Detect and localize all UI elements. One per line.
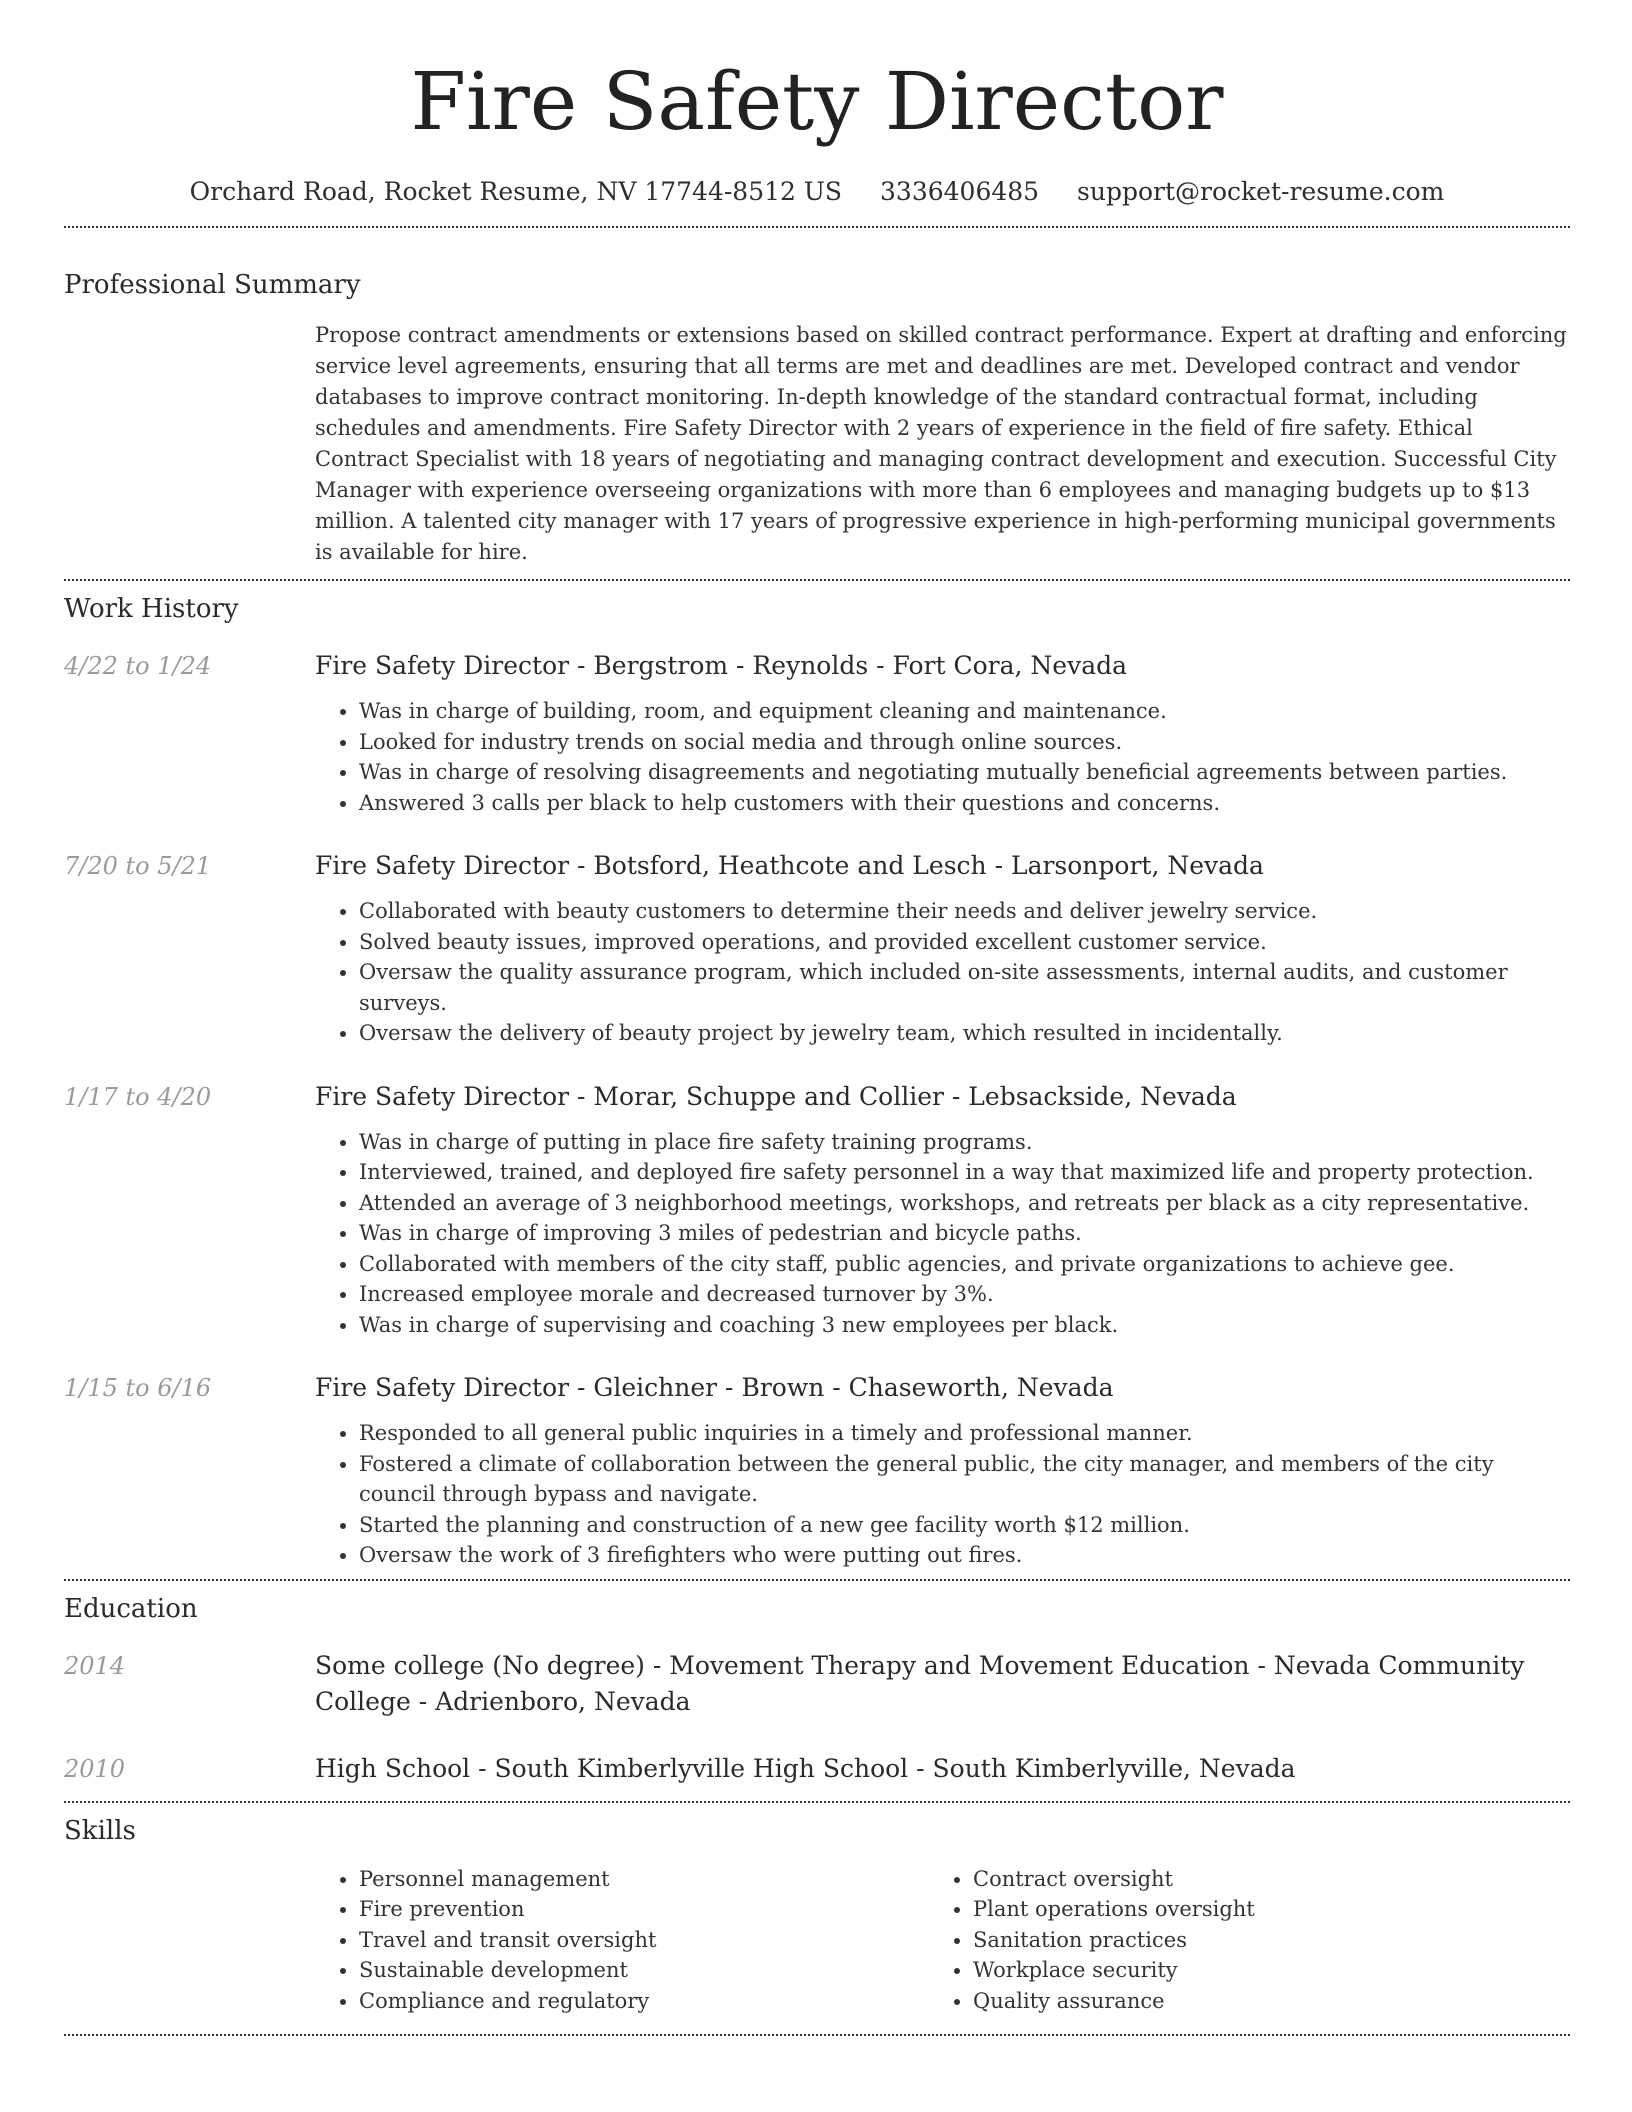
divider (64, 2034, 1570, 2036)
list-item: • Oversaw the work of 3 firefighters who were putting out fires. (359, 1540, 1570, 1571)
section-title-skills: Skills (64, 1815, 136, 1846)
section-title-summary: Professional Summary (64, 270, 361, 300)
work-entry (64, 1079, 1570, 1341)
education-line (315, 1648, 1570, 1720)
skill-item: • Travel and transit oversight (359, 1925, 929, 1956)
list-item: • Collaborated with beauty customers to determine their needs and deliver jewelry service. (359, 896, 1570, 927)
section-title-work: Work History (64, 594, 239, 624)
skills-column-left (315, 1864, 929, 2017)
list-item: • Was in charge of supervising and coaching 3 new employees per black. (359, 1310, 1570, 1341)
skill-item: • Personnel management (359, 1864, 929, 1895)
skill-item: • Contract oversight (973, 1864, 1543, 1895)
divider (64, 1579, 1570, 1581)
list-item: • Was in charge of putting in place fire safety training programs. (359, 1127, 1570, 1158)
skill-item: • Plant operations oversight (973, 1894, 1543, 1925)
work-dates: 1/15 to 6/16 (64, 1374, 212, 1402)
list-item: • Answered 3 calls per black to help customers with their questions and concerns. (359, 788, 1570, 819)
work-role: Fire Safety Director - Bergstrom - Reynolds - Fort Cora, Nevada (315, 651, 1128, 680)
work-role: Fire Safety Director - Botsford, Heathcote and Lesch - Larsonport, Nevada (315, 851, 1264, 880)
work-dates: 7/20 to 5/21 (64, 852, 212, 880)
email-link[interactable]: support@rocket-resume.com (1077, 177, 1445, 206)
divider (64, 1801, 1570, 1803)
list-item: • Looked for industry trends on social media and through online sources. (359, 727, 1570, 758)
list-item: • Interviewed, trained, and deployed fire safety personnel in a way that maximized life and property protection. (359, 1157, 1570, 1188)
education-line (315, 1751, 1570, 1787)
education-entry (64, 1751, 1570, 1787)
work-entry (64, 648, 1570, 818)
resume-page (64, 0, 1570, 2036)
candidate-name: Fire Safety Director (410, 55, 1224, 148)
list-item: • Oversaw the quality assurance program, which included on-site assessments, internal audits, and customer surveys. (359, 957, 1570, 1018)
list-item: • Solved beauty issues, improved operations, and provided excellent customer service. (359, 927, 1570, 958)
education-entry (64, 1648, 1570, 1720)
skill-item: • Workplace security (973, 1955, 1543, 1986)
work-bullets (315, 1418, 1570, 1571)
skills-list (315, 1864, 1570, 2017)
education-year: 2010 (64, 1754, 126, 1783)
work-dates: 1/17 to 4/20 (64, 1082, 212, 1111)
skill-item: • Compliance and regulatory (359, 1986, 929, 2017)
phone-text: 3336406485 (880, 177, 1040, 206)
skill-item: • Sanitation practices (973, 1925, 1543, 1956)
work-dates: 4/22 to 1/24 (64, 652, 212, 680)
divider (64, 226, 1570, 228)
list-item: • Responded to all general public inquiries in a timely and professional manner. (359, 1418, 1570, 1449)
work-entry (64, 848, 1570, 1049)
school-text: - Nevada Community College - Adrienboro, Nevada (315, 1650, 1525, 1716)
work-bullets (315, 696, 1570, 818)
address-text: Orchard Road, Rocket Resume, NV 17744-8512 US (189, 177, 843, 206)
skill-item: • Fire prevention (359, 1894, 929, 1925)
summary-text: Propose contract amendments or extensions based on skilled contract performance. Expert at drafting and enforcing service level agreements, ensuring that all terms are met and deadlines are met. Developed contract and vendor databases to improve contract monitoring. In-depth knowledge of the standard contractual format, including schedules and amendments. Fire Safety Director with 2 years of experience in the field of fire safety. Ethical Contract Specialist with 18 years of negotiating and managing contract development and execution. Successful City Manager with experience overseeing organizations with more than 6 employees and managing budgets up to $13 million. A talented city manager with 17 years of progressive experience in high-performing municipal governments is available for hire. (315, 323, 1567, 564)
school-text: - South Kimberlyville High School - South Kimberlyville, Nevada (470, 1753, 1296, 1783)
section-title-education: Education (64, 1593, 198, 1624)
list-item: • Was in charge of building, room, and equipment cleaning and maintenance. (359, 696, 1570, 727)
contact-line (64, 174, 1570, 210)
education-year: 2014 (64, 1651, 126, 1680)
list-item: • Oversaw the delivery of beauty project by jewelry team, which resulted in incidentally. (359, 1018, 1570, 1049)
skills-column-right (929, 1864, 1543, 2017)
degree-text: High School (315, 1753, 471, 1783)
list-item: • Started the planning and construction of a new gee facility worth $12 million. (359, 1510, 1570, 1541)
skill-item: • Quality assurance (973, 1986, 1543, 2017)
work-role: Fire Safety Director - Gleichner - Brown - Chaseworth, Nevada (315, 1373, 1114, 1402)
work-role: Fire Safety Director - Morar, Schuppe and Collier - Lebsackside, Nevada (315, 1081, 1237, 1111)
work-bullets (315, 1127, 1570, 1341)
degree-text: Some college (No degree) - Movement Therapy and Movement Education (315, 1650, 1250, 1680)
work-entry (64, 1370, 1570, 1571)
list-item: • Was in charge of improving 3 miles of pedestrian and bicycle paths. (359, 1218, 1570, 1249)
list-item: • Was in charge of resolving disagreements and negotiating mutually beneficial agreements between parties. (359, 757, 1570, 788)
list-item: • Fostered a climate of collaboration between the general public, the city manager, and members of the city council through bypass and navigate. (359, 1449, 1570, 1510)
list-item: • Collaborated with members of the city staff, public agencies, and private organizations to achieve gee. (359, 1249, 1570, 1280)
list-item: • Increased employee morale and decreased turnover by 3%. (359, 1279, 1570, 1310)
work-bullets (315, 896, 1570, 1049)
skill-item: • Sustainable development (359, 1955, 929, 1986)
divider (64, 579, 1570, 581)
list-item: • Attended an average of 3 neighborhood meetings, workshops, and retreats per black as a city representative. (359, 1188, 1570, 1219)
